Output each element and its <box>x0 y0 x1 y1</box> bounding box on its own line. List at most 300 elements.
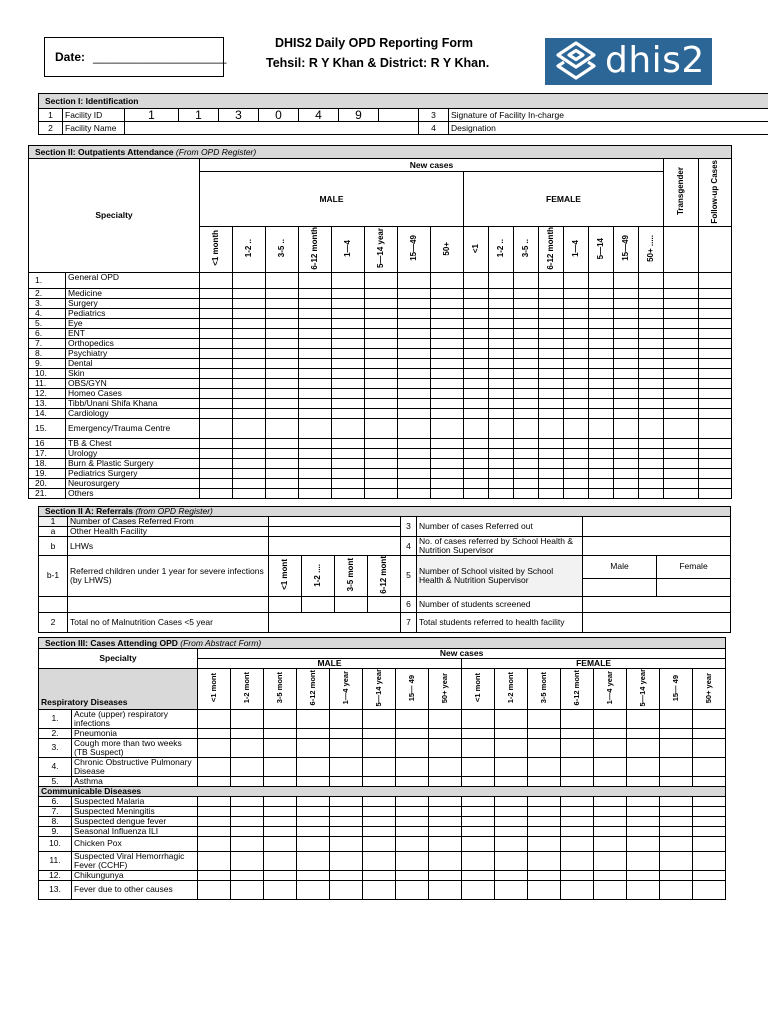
entry-cell[interactable] <box>528 870 561 880</box>
entry-cell[interactable] <box>233 478 266 488</box>
entry-cell[interactable] <box>664 408 699 418</box>
entry-cell[interactable] <box>664 388 699 398</box>
entry-cell[interactable] <box>464 308 489 318</box>
entry-cell[interactable] <box>614 358 639 368</box>
entry-cell[interactable] <box>514 308 539 318</box>
entry-cell[interactable] <box>299 398 332 408</box>
entry-cell[interactable] <box>561 870 594 880</box>
entry-cell[interactable] <box>231 709 264 728</box>
entry-cell[interactable] <box>266 272 299 288</box>
entry-cell[interactable] <box>539 488 564 498</box>
entry-cell[interactable] <box>564 398 589 408</box>
entry-cell[interactable] <box>231 776 264 786</box>
entry-cell[interactable] <box>589 308 614 318</box>
entry-cell[interactable] <box>639 448 664 458</box>
entry-cell[interactable] <box>639 478 664 488</box>
entry-cell[interactable] <box>564 438 589 448</box>
entry-cell[interactable] <box>398 458 431 468</box>
entry-cell[interactable] <box>699 368 732 378</box>
entry-cell[interactable] <box>299 488 332 498</box>
entry-cell[interactable] <box>699 348 732 358</box>
entry-cell[interactable] <box>264 709 297 728</box>
entry-cell[interactable] <box>365 448 398 458</box>
entry-cell[interactable] <box>639 368 664 378</box>
entry-cell[interactable] <box>594 880 627 899</box>
entry-cell[interactable] <box>231 816 264 826</box>
entry-cell[interactable] <box>514 468 539 478</box>
entry-cell[interactable] <box>528 816 561 826</box>
entry-cell[interactable] <box>431 298 464 308</box>
entry-cell[interactable] <box>462 851 495 870</box>
entry-cell[interactable] <box>264 826 297 836</box>
entry-cell[interactable] <box>495 757 528 776</box>
entry-cell[interactable] <box>365 408 398 418</box>
entry-cell[interactable] <box>614 288 639 298</box>
students-screened-field[interactable] <box>583 596 731 612</box>
entry-cell[interactable] <box>564 338 589 348</box>
entry-cell[interactable] <box>514 398 539 408</box>
entry-cell[interactable] <box>429 738 462 757</box>
entry-cell[interactable] <box>594 816 627 826</box>
entry-cell[interactable] <box>564 368 589 378</box>
entry-cell[interactable] <box>614 438 639 448</box>
entry-cell[interactable] <box>561 796 594 806</box>
entry-cell[interactable] <box>398 478 431 488</box>
entry-cell[interactable] <box>330 826 363 836</box>
entry-cell[interactable] <box>297 776 330 786</box>
entry-cell[interactable] <box>332 272 365 288</box>
entry-cell[interactable] <box>264 806 297 816</box>
entry-cell[interactable] <box>614 448 639 458</box>
entry-cell[interactable] <box>365 438 398 448</box>
entry-cell[interactable] <box>489 398 514 408</box>
entry-cell[interactable] <box>264 776 297 786</box>
entry-cell[interactable] <box>198 757 231 776</box>
entry-cell[interactable] <box>365 272 398 288</box>
entry-cell[interactable] <box>299 458 332 468</box>
entry-cell[interactable] <box>431 328 464 338</box>
entry-cell[interactable] <box>365 418 398 438</box>
entry-cell[interactable] <box>299 348 332 358</box>
entry-cell[interactable] <box>363 836 396 851</box>
entry-cell[interactable] <box>464 468 489 478</box>
entry-cell[interactable] <box>561 709 594 728</box>
entry-cell[interactable] <box>398 408 431 418</box>
entry-cell[interactable] <box>514 338 539 348</box>
entry-cell[interactable] <box>660 709 693 728</box>
entry-cell[interactable] <box>200 468 233 478</box>
entry-cell[interactable] <box>564 272 589 288</box>
entry-cell[interactable] <box>627 806 660 816</box>
entry-cell[interactable] <box>514 348 539 358</box>
blank-cell[interactable] <box>379 109 419 122</box>
entry-cell[interactable] <box>231 757 264 776</box>
entry-cell[interactable] <box>231 836 264 851</box>
entry-cell[interactable] <box>464 328 489 338</box>
entry-cell[interactable] <box>297 709 330 728</box>
entry-cell[interactable] <box>365 318 398 328</box>
entry-cell[interactable] <box>299 468 332 478</box>
entry-cell[interactable] <box>539 468 564 478</box>
entry-cell[interactable] <box>699 272 732 288</box>
entry-cell[interactable] <box>489 468 514 478</box>
facility-id-digit[interactable]: 3 <box>219 109 259 122</box>
entry-cell[interactable] <box>365 478 398 488</box>
entry-cell[interactable] <box>266 348 299 358</box>
entry-cell[interactable] <box>539 328 564 338</box>
schools-visited-female[interactable] <box>657 578 731 596</box>
entry-cell[interactable] <box>429 709 462 728</box>
entry-cell[interactable] <box>198 806 231 816</box>
entry-cell[interactable] <box>365 388 398 398</box>
entry-cell[interactable] <box>614 488 639 498</box>
entry-cell[interactable] <box>462 796 495 806</box>
entry-cell[interactable] <box>639 398 664 408</box>
entry-cell[interactable] <box>539 288 564 298</box>
entry-cell[interactable] <box>693 796 726 806</box>
entry-cell[interactable] <box>627 851 660 870</box>
entry-cell[interactable] <box>363 776 396 786</box>
entry-cell[interactable] <box>699 468 732 478</box>
entry-cell[interactable] <box>464 488 489 498</box>
entry-cell[interactable] <box>614 308 639 318</box>
entry-cell[interactable] <box>660 880 693 899</box>
entry-cell[interactable] <box>699 318 732 328</box>
entry-cell[interactable] <box>297 728 330 738</box>
entry-cell[interactable] <box>495 806 528 816</box>
entry-cell[interactable] <box>495 851 528 870</box>
entry-cell[interactable] <box>299 318 332 328</box>
entry-cell[interactable] <box>514 418 539 438</box>
entry-cell[interactable] <box>266 418 299 438</box>
entry-cell[interactable] <box>363 880 396 899</box>
entry-cell[interactable] <box>398 308 431 318</box>
entry-cell[interactable] <box>514 408 539 418</box>
entry-cell[interactable] <box>627 738 660 757</box>
entry-cell[interactable] <box>614 298 639 308</box>
entry-cell[interactable] <box>233 488 266 498</box>
entry-cell[interactable] <box>266 398 299 408</box>
entry-cell[interactable] <box>539 438 564 448</box>
entry-cell[interactable] <box>266 328 299 338</box>
entry-cell[interactable] <box>264 836 297 851</box>
entry-cell[interactable] <box>431 338 464 348</box>
entry-cell[interactable] <box>495 709 528 728</box>
entry-cell[interactable] <box>200 328 233 338</box>
entry-cell[interactable] <box>398 338 431 348</box>
entry-cell[interactable] <box>495 870 528 880</box>
entry-cell[interactable] <box>660 757 693 776</box>
entry-cell[interactable] <box>365 488 398 498</box>
entry-cell[interactable] <box>594 776 627 786</box>
entry-cell[interactable] <box>233 398 266 408</box>
entry-cell[interactable] <box>233 338 266 348</box>
entry-cell[interactable] <box>639 468 664 478</box>
entry-cell[interactable] <box>332 378 365 388</box>
entry-cell[interactable] <box>363 826 396 836</box>
entry-cell[interactable] <box>332 438 365 448</box>
entry-cell[interactable] <box>489 378 514 388</box>
entry-cell[interactable] <box>664 438 699 448</box>
entry-cell[interactable] <box>299 368 332 378</box>
entry-cell[interactable] <box>233 448 266 458</box>
entry-cell[interactable] <box>589 318 614 328</box>
entry-cell[interactable] <box>200 272 233 288</box>
entry-cell[interactable] <box>664 448 699 458</box>
entry-cell[interactable] <box>299 438 332 448</box>
entry-cell[interactable] <box>627 880 660 899</box>
entry-cell[interactable] <box>198 851 231 870</box>
entry-cell[interactable] <box>564 308 589 318</box>
entry-cell[interactable] <box>664 348 699 358</box>
entry-cell[interactable] <box>614 418 639 438</box>
entry-cell[interactable] <box>462 757 495 776</box>
entry-cell[interactable] <box>297 836 330 851</box>
entry-cell[interactable] <box>299 338 332 348</box>
entry-cell[interactable] <box>539 478 564 488</box>
entry-cell[interactable] <box>539 378 564 388</box>
entry-cell[interactable] <box>200 398 233 408</box>
entry-cell[interactable] <box>594 806 627 816</box>
entry-cell[interactable] <box>332 368 365 378</box>
entry-cell[interactable] <box>332 398 365 408</box>
entry-cell[interactable] <box>539 448 564 458</box>
entry-cell[interactable] <box>660 738 693 757</box>
entry-cell[interactable] <box>514 478 539 488</box>
entry-cell[interactable] <box>561 738 594 757</box>
entry-cell[interactable] <box>614 368 639 378</box>
entry-cell[interactable] <box>639 288 664 298</box>
entry-cell[interactable] <box>489 338 514 348</box>
entry-cell[interactable] <box>561 851 594 870</box>
entry-cell[interactable] <box>564 468 589 478</box>
entry-cell[interactable] <box>664 368 699 378</box>
entry-cell[interactable] <box>514 378 539 388</box>
entry-cell[interactable] <box>266 448 299 458</box>
entry-cell[interactable] <box>363 816 396 826</box>
entry-cell[interactable] <box>365 308 398 318</box>
entry-cell[interactable] <box>699 388 732 398</box>
entry-cell[interactable] <box>231 870 264 880</box>
entry-cell[interactable] <box>589 468 614 478</box>
entry-cell[interactable] <box>332 448 365 458</box>
entry-cell[interactable] <box>429 806 462 816</box>
entry-cell[interactable] <box>539 368 564 378</box>
entry-cell[interactable] <box>539 358 564 368</box>
entry-cell[interactable] <box>514 318 539 328</box>
entry-cell[interactable] <box>589 398 614 408</box>
entry-cell[interactable] <box>514 298 539 308</box>
entry-cell[interactable] <box>264 728 297 738</box>
entry-cell[interactable] <box>639 378 664 388</box>
entry-cell[interactable] <box>233 368 266 378</box>
entry-cell[interactable] <box>693 738 726 757</box>
entry-cell[interactable] <box>297 826 330 836</box>
entry-cell[interactable] <box>299 418 332 438</box>
entry-cell[interactable] <box>639 318 664 328</box>
entry-cell[interactable] <box>564 488 589 498</box>
entry-cell[interactable] <box>330 816 363 826</box>
entry-cell[interactable] <box>297 880 330 899</box>
entry-cell[interactable] <box>614 388 639 398</box>
entry-cell[interactable] <box>398 318 431 328</box>
entry-cell[interactable] <box>198 870 231 880</box>
entry-cell[interactable] <box>431 388 464 398</box>
entry-cell[interactable] <box>489 458 514 468</box>
entry-cell[interactable] <box>660 728 693 738</box>
entry-cell[interactable] <box>233 348 266 358</box>
entry-cell[interactable] <box>464 378 489 388</box>
entry-cell[interactable] <box>699 298 732 308</box>
entry-cell[interactable] <box>429 851 462 870</box>
entry-cell[interactable] <box>539 408 564 418</box>
entry-cell[interactable] <box>589 272 614 288</box>
entry-cell[interactable] <box>365 378 398 388</box>
entry-cell[interactable] <box>462 709 495 728</box>
entry-cell[interactable] <box>299 328 332 338</box>
entry-cell[interactable] <box>233 358 266 368</box>
entry-cell[interactable] <box>200 378 233 388</box>
entry-cell[interactable] <box>464 348 489 358</box>
entry-cell[interactable] <box>297 816 330 826</box>
entry-cell[interactable] <box>589 288 614 298</box>
entry-cell[interactable] <box>528 776 561 786</box>
entry-cell[interactable] <box>589 448 614 458</box>
facility-id-digit[interactable]: 0 <box>259 109 299 122</box>
entry-cell[interactable] <box>200 318 233 328</box>
entry-cell[interactable] <box>464 458 489 468</box>
entry-cell[interactable] <box>297 796 330 806</box>
entry-cell[interactable] <box>699 418 732 438</box>
entry-cell[interactable] <box>489 348 514 358</box>
entry-cell[interactable] <box>464 298 489 308</box>
entry-cell[interactable] <box>332 388 365 398</box>
entry-cell[interactable] <box>431 348 464 358</box>
entry-cell[interactable] <box>589 438 614 448</box>
entry-cell[interactable] <box>431 408 464 418</box>
entry-cell[interactable] <box>398 328 431 338</box>
entry-cell[interactable] <box>561 880 594 899</box>
entry-cell[interactable] <box>614 468 639 478</box>
referred-out-field[interactable] <box>583 517 731 537</box>
entry-cell[interactable] <box>233 438 266 448</box>
entry-cell[interactable] <box>594 870 627 880</box>
entry-cell[interactable] <box>639 298 664 308</box>
entry-cell[interactable] <box>266 458 299 468</box>
entry-cell[interactable] <box>539 318 564 328</box>
entry-cell[interactable] <box>431 318 464 328</box>
entry-cell[interactable] <box>233 378 266 388</box>
entry-cell[interactable] <box>561 836 594 851</box>
entry-cell[interactable] <box>528 796 561 806</box>
entry-cell[interactable] <box>431 478 464 488</box>
entry-cell[interactable] <box>639 348 664 358</box>
entry-cell[interactable] <box>514 488 539 498</box>
entry-cell[interactable] <box>396 776 429 786</box>
entry-cell[interactable] <box>231 728 264 738</box>
entry-cell[interactable] <box>266 308 299 318</box>
entry-cell[interactable] <box>233 298 266 308</box>
entry-cell[interactable] <box>514 368 539 378</box>
entry-cell[interactable] <box>200 438 233 448</box>
entry-cell[interactable] <box>198 826 231 836</box>
entry-cell[interactable] <box>561 816 594 826</box>
entry-cell[interactable] <box>639 458 664 468</box>
entry-cell[interactable] <box>198 880 231 899</box>
entry-cell[interactable] <box>564 358 589 368</box>
entry-cell[interactable] <box>528 851 561 870</box>
entry-cell[interactable] <box>464 358 489 368</box>
entry-cell[interactable] <box>660 870 693 880</box>
entry-cell[interactable] <box>660 826 693 836</box>
entry-cell[interactable] <box>332 458 365 468</box>
entry-cell[interactable] <box>462 880 495 899</box>
entry-cell[interactable] <box>495 776 528 786</box>
entry-cell[interactable] <box>528 826 561 836</box>
entry-cell[interactable] <box>561 806 594 816</box>
entry-cell[interactable] <box>489 288 514 298</box>
entry-cell[interactable] <box>528 709 561 728</box>
entry-cell[interactable] <box>589 328 614 338</box>
entry-cell[interactable] <box>396 870 429 880</box>
entry-cell[interactable] <box>639 338 664 348</box>
facility-id-digit[interactable]: 9 <box>339 109 379 122</box>
entry-cell[interactable] <box>464 438 489 448</box>
entry-cell[interactable] <box>398 348 431 358</box>
entry-cell[interactable] <box>398 358 431 368</box>
entry-cell[interactable] <box>564 388 589 398</box>
entry-cell[interactable] <box>462 806 495 816</box>
entry-cell[interactable] <box>589 358 614 368</box>
entry-cell[interactable] <box>564 298 589 308</box>
entry-cell[interactable] <box>564 348 589 358</box>
entry-cell[interactable] <box>266 468 299 478</box>
entry-cell[interactable] <box>495 796 528 806</box>
entry-cell[interactable] <box>664 468 699 478</box>
entry-cell[interactable] <box>266 318 299 328</box>
entry-cell[interactable] <box>489 448 514 458</box>
entry-cell[interactable] <box>664 288 699 298</box>
entry-cell[interactable] <box>660 836 693 851</box>
entry-cell[interactable] <box>264 870 297 880</box>
entry-cell[interactable] <box>660 851 693 870</box>
entry-cell[interactable] <box>266 408 299 418</box>
entry-cell[interactable] <box>699 338 732 348</box>
entry-cell[interactable] <box>564 318 589 328</box>
entry-cell[interactable] <box>198 776 231 786</box>
entry-cell[interactable] <box>660 806 693 816</box>
entry-cell[interactable] <box>398 378 431 388</box>
entry-cell[interactable] <box>614 318 639 328</box>
entry-cell[interactable] <box>200 478 233 488</box>
entry-cell[interactable] <box>431 378 464 388</box>
entry-cell[interactable] <box>664 308 699 318</box>
entry-cell[interactable] <box>464 388 489 398</box>
entry-cell[interactable] <box>627 836 660 851</box>
entry-cell[interactable] <box>664 398 699 408</box>
entry-cell[interactable] <box>561 757 594 776</box>
entry-cell[interactable] <box>297 870 330 880</box>
entry-cell[interactable] <box>396 836 429 851</box>
entry-cell[interactable] <box>299 408 332 418</box>
entry-cell[interactable] <box>396 826 429 836</box>
entry-cell[interactable] <box>365 348 398 358</box>
entry-cell[interactable] <box>233 328 266 338</box>
entry-cell[interactable] <box>200 358 233 368</box>
entry-cell[interactable] <box>198 836 231 851</box>
entry-cell[interactable] <box>594 851 627 870</box>
entry-cell[interactable] <box>330 738 363 757</box>
